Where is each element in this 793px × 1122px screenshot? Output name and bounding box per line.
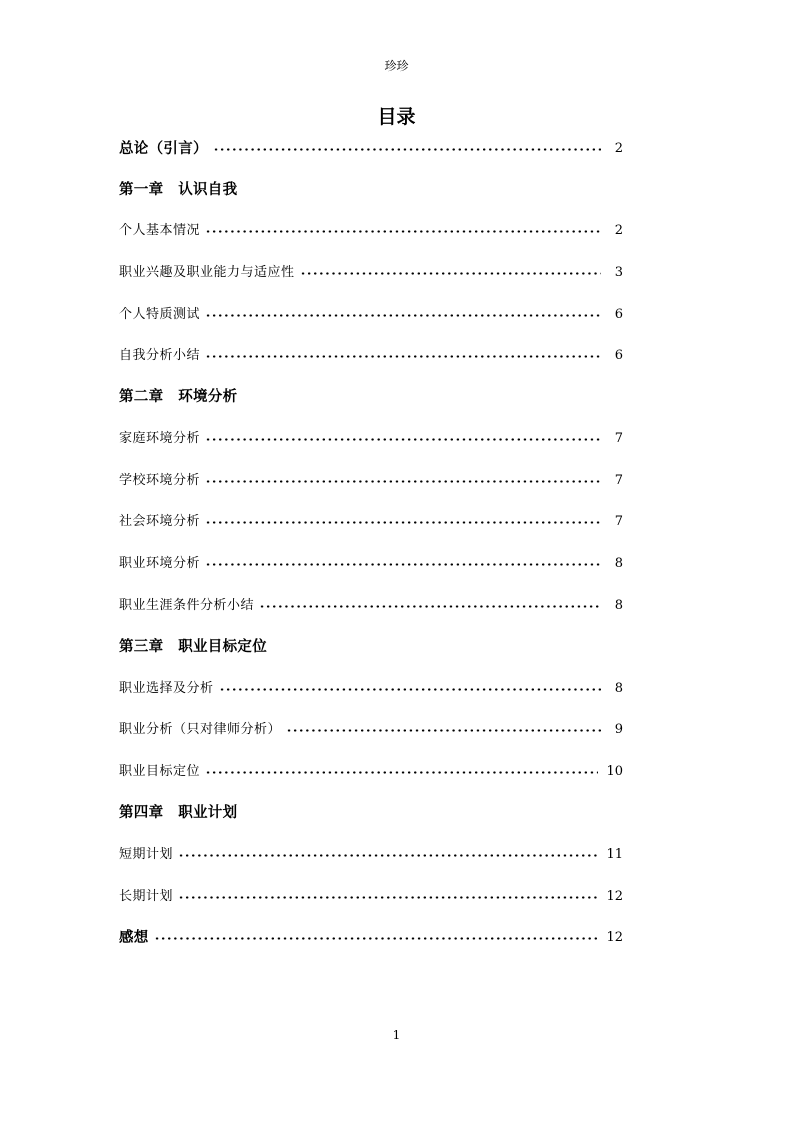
toc-entry-label: 社会环境分析	[119, 514, 201, 529]
toc-entry-label: 短期计划	[119, 847, 174, 862]
toc-entry[interactable]	[119, 761, 623, 783]
toc-entry-label: 总论（引言）	[119, 141, 208, 157]
toc-entry[interactable]	[119, 844, 623, 866]
toc-entry[interactable]	[119, 553, 623, 575]
dot-leader	[205, 521, 601, 524]
toc-entry-closing[interactable]	[119, 927, 623, 949]
dot-leader	[205, 480, 601, 483]
toc-entry-label: 职业分析（只对律师分析）	[119, 722, 282, 737]
toc-entry[interactable]	[119, 595, 623, 617]
toc-entry[interactable]	[119, 678, 623, 700]
toc-entry[interactable]	[119, 428, 623, 450]
toc-entry-label: 感想	[119, 930, 149, 946]
toc-entry-intro[interactable]	[119, 138, 623, 160]
toc-entry-page: 7	[614, 431, 623, 446]
toc-entry[interactable]	[119, 719, 623, 741]
dot-leader	[286, 729, 601, 732]
toc-entry-page: 3	[614, 265, 623, 280]
toc-entry-label: 职业兴趣及职业能力与适应性	[119, 265, 295, 280]
dot-leader	[205, 771, 598, 774]
dot-leader	[178, 896, 598, 899]
dot-leader	[259, 605, 601, 608]
dot-leader	[205, 355, 601, 358]
toc-entry-label: 职业环境分析	[119, 556, 201, 571]
toc-entry[interactable]	[119, 345, 623, 367]
toc-entry-label: 自我分析小结	[119, 348, 201, 363]
toc-entry-page: 12	[606, 889, 623, 904]
toc-entry-label: 学校环境分析	[119, 473, 201, 488]
toc-title: 目录	[377, 106, 416, 128]
page-header: 珍珍	[384, 59, 409, 73]
toc-entry-label: 个人特质测试	[119, 307, 201, 322]
dot-leader	[219, 688, 601, 691]
toc-entry-page: 7	[614, 473, 623, 488]
toc-entry-page: 2	[614, 223, 623, 238]
toc-entry-label: 个人基本情况	[119, 223, 201, 238]
dot-leader	[205, 314, 601, 317]
toc-entry-label: 家庭环境分析	[119, 431, 201, 446]
dot-leader	[213, 148, 601, 151]
toc-entry[interactable]	[119, 886, 623, 908]
dot-leader	[205, 438, 601, 441]
toc-entry-page: 10	[606, 764, 623, 779]
toc-entry-page: 11	[606, 847, 623, 862]
toc-entry-page: 12	[606, 930, 623, 945]
toc-entry-label: 职业选择及分析	[119, 681, 214, 696]
toc-entry-page: 7	[614, 514, 623, 529]
toc-entry-page: 6	[614, 348, 623, 363]
toc-entry-page: 8	[614, 681, 623, 696]
toc-entry[interactable]	[119, 304, 623, 326]
dot-leader	[205, 230, 601, 233]
toc-entry-page: 2	[614, 141, 623, 156]
chapter-heading-2[interactable]: 第二章 环境分析	[119, 389, 238, 405]
toc-entry-page: 6	[614, 307, 623, 322]
page-number: 1	[392, 1028, 401, 1042]
dot-leader	[300, 272, 601, 275]
dot-leader	[178, 854, 598, 857]
toc-entry[interactable]	[119, 262, 623, 284]
toc-entry[interactable]	[119, 470, 623, 492]
chapter-heading-4[interactable]: 第四章 职业计划	[119, 805, 238, 821]
toc-entry-page: 8	[614, 598, 623, 613]
dot-leader	[154, 937, 599, 940]
toc-entry-label: 职业目标定位	[119, 764, 201, 779]
toc-entry[interactable]	[119, 511, 623, 533]
dot-leader	[205, 563, 601, 566]
toc-entry-page: 9	[614, 722, 623, 737]
chapter-heading-3[interactable]: 第三章 职业目标定位	[119, 639, 267, 655]
toc-entry-label: 职业生涯条件分析小结	[119, 598, 255, 613]
toc-entry-page: 8	[614, 556, 623, 571]
toc-entry-label: 长期计划	[119, 889, 174, 904]
toc-entry[interactable]	[119, 220, 623, 242]
chapter-heading-1[interactable]: 第一章 认识自我	[119, 182, 238, 198]
